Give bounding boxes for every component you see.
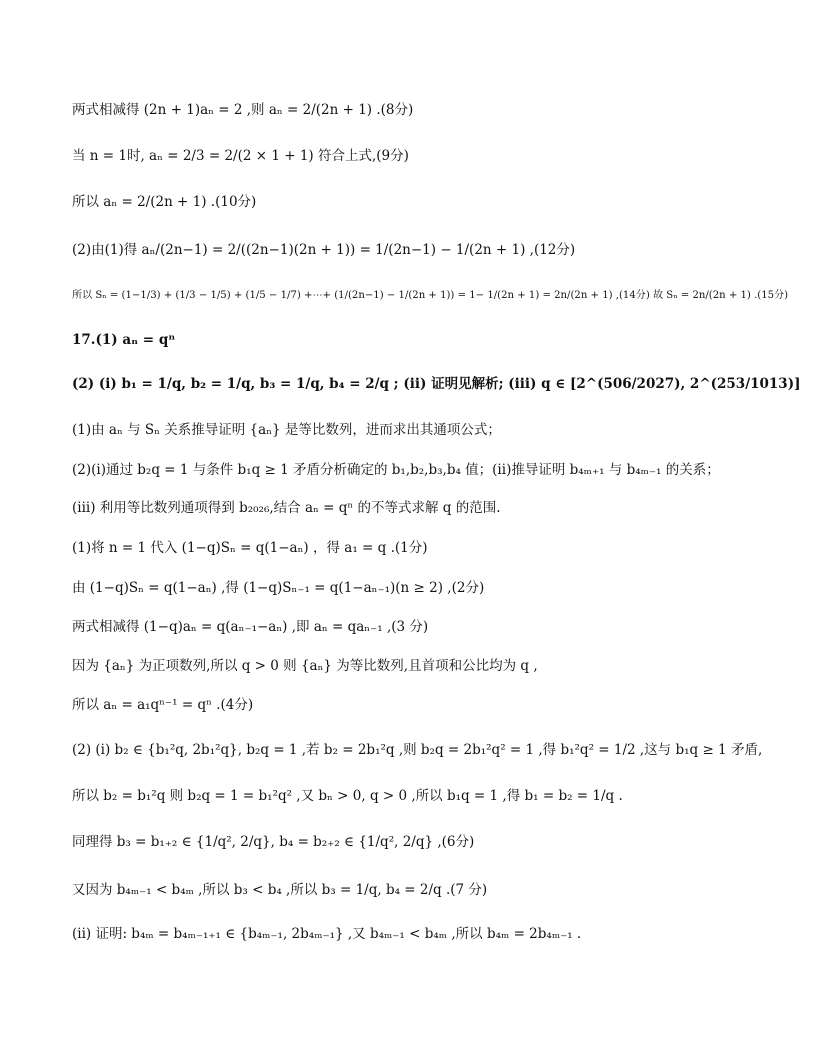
text-line: 两式相减得 (1−q)aₙ = q(aₙ₋₁−aₙ) ,即 aₙ = qaₙ₋₁ ,(3 分): [72, 619, 429, 635]
question-heading: 17.(1) aₙ = qⁿ: [72, 332, 176, 348]
text-line: (ii) 证明: b₄ₘ = b₄ₘ₋₁₊₁ ∈ {b₄ₘ₋₁, 2b₄ₘ₋₁} ,又 b₄ₘ₋₁ < b₄ₘ ,所以 b₄ₘ = 2b₄ₘ₋₁ .: [72, 926, 582, 942]
text-line: (1)由 aₙ 与 Sₙ 关系推导证明 {aₙ} 是等比数列，进而求出其通项公式；: [72, 422, 501, 438]
text-line: 所以 aₙ = 2/(2n + 1) .(10分): [72, 194, 257, 210]
text-line: (iii) 利用等比数列通项得到 b₂₀₂₆,结合 aₙ = qⁿ 的不等式求解 q 的范围.: [72, 500, 501, 516]
text-line: 因为 {aₙ} 为正项数列,所以 q > 0 则 {aₙ} 为等比数列,且首项和公比均为 q ,: [72, 658, 538, 674]
text-line: (1)将 n = 1 代入 (1−q)Sₙ = q(1−aₙ) ，得 a₁ = q .(1分): [72, 540, 428, 556]
text-line: (2)(i)通过 b₂q = 1 与条件 b₁q ≥ 1 矛盾分析确定的 b₁,b₂,b₃,b₄ 值；(ii)推导证明 b₄ₘ₊₁ 与 b₄ₘ₋₁ 的关系；: [72, 462, 720, 478]
answer-summary: (2) (i) b₁ = 1/q, b₂ = 1/q, b₃ = 1/q, b₄ = 2/q ; (ii) 证明见解析; (iii) q ∈ [2^(506/2027), 2^(253/1013)]: [72, 376, 801, 392]
text-line: 又因为 b₄ₘ₋₁ < b₄ₘ ,所以 b₃ < b₄ ,所以 b₃ = 1/q, b₄ = 2/q .(7 分): [72, 882, 488, 898]
text-line: (2)由(1)得 aₙ/(2n−1) = 2/((2n−1)(2n + 1)) = 1/(2n−1) − 1/(2n + 1) ,(12分): [72, 242, 576, 258]
text-line: 当 n = 1时, aₙ = 2/3 = 2/(2 × 1 + 1) 符合上式,(9分): [72, 148, 409, 164]
text-line: 同理得 b₃ = b₁₊₂ ∈ {1/q², 2/q}, b₄ = b₂₊₂ ∈ {1/q², 2/q} ,(6分): [72, 834, 475, 850]
text-line: 所以 Sₙ = (1−1/3) + (1/3 − 1/5) + (1/5 − 1/7) +⋯+ (1/(2n−1) − 1/(2n + 1)) = 1− 1/(2n + 1) = 2n/(2n + 1) ,(14分) 故 Sₙ = 2n/(2n + 1) .(15分): [72, 290, 789, 301]
text-line: 所以 b₂ = b₁²q 则 b₂q = 1 = b₁²q² ,又 bₙ > 0, q > 0 ,所以 b₁q = 1 ,得 b₁ = b₂ = 1/q .: [72, 788, 623, 804]
text-line: 由 (1−q)Sₙ = q(1−aₙ) ,得 (1−q)Sₙ₋₁ = q(1−aₙ₋₁)(n ≥ 2) ,(2分): [72, 580, 485, 596]
text-line: 所以 aₙ = a₁qⁿ⁻¹ = qⁿ .(4分): [72, 697, 254, 713]
text-line: (2) (i) b₂ ∈ {b₁²q, 2b₁²q}, b₂q = 1 ,若 b₂ = 2b₁²q ,则 b₂q = 2b₁²q² = 1 ,得 b₁²q² = 1/2 ,这与 b₁q ≥ 1 矛盾,: [72, 742, 763, 758]
text-line: 两式相减得 (2n + 1)aₙ = 2 ,则 aₙ = 2/(2n + 1) .(8分): [72, 102, 414, 118]
